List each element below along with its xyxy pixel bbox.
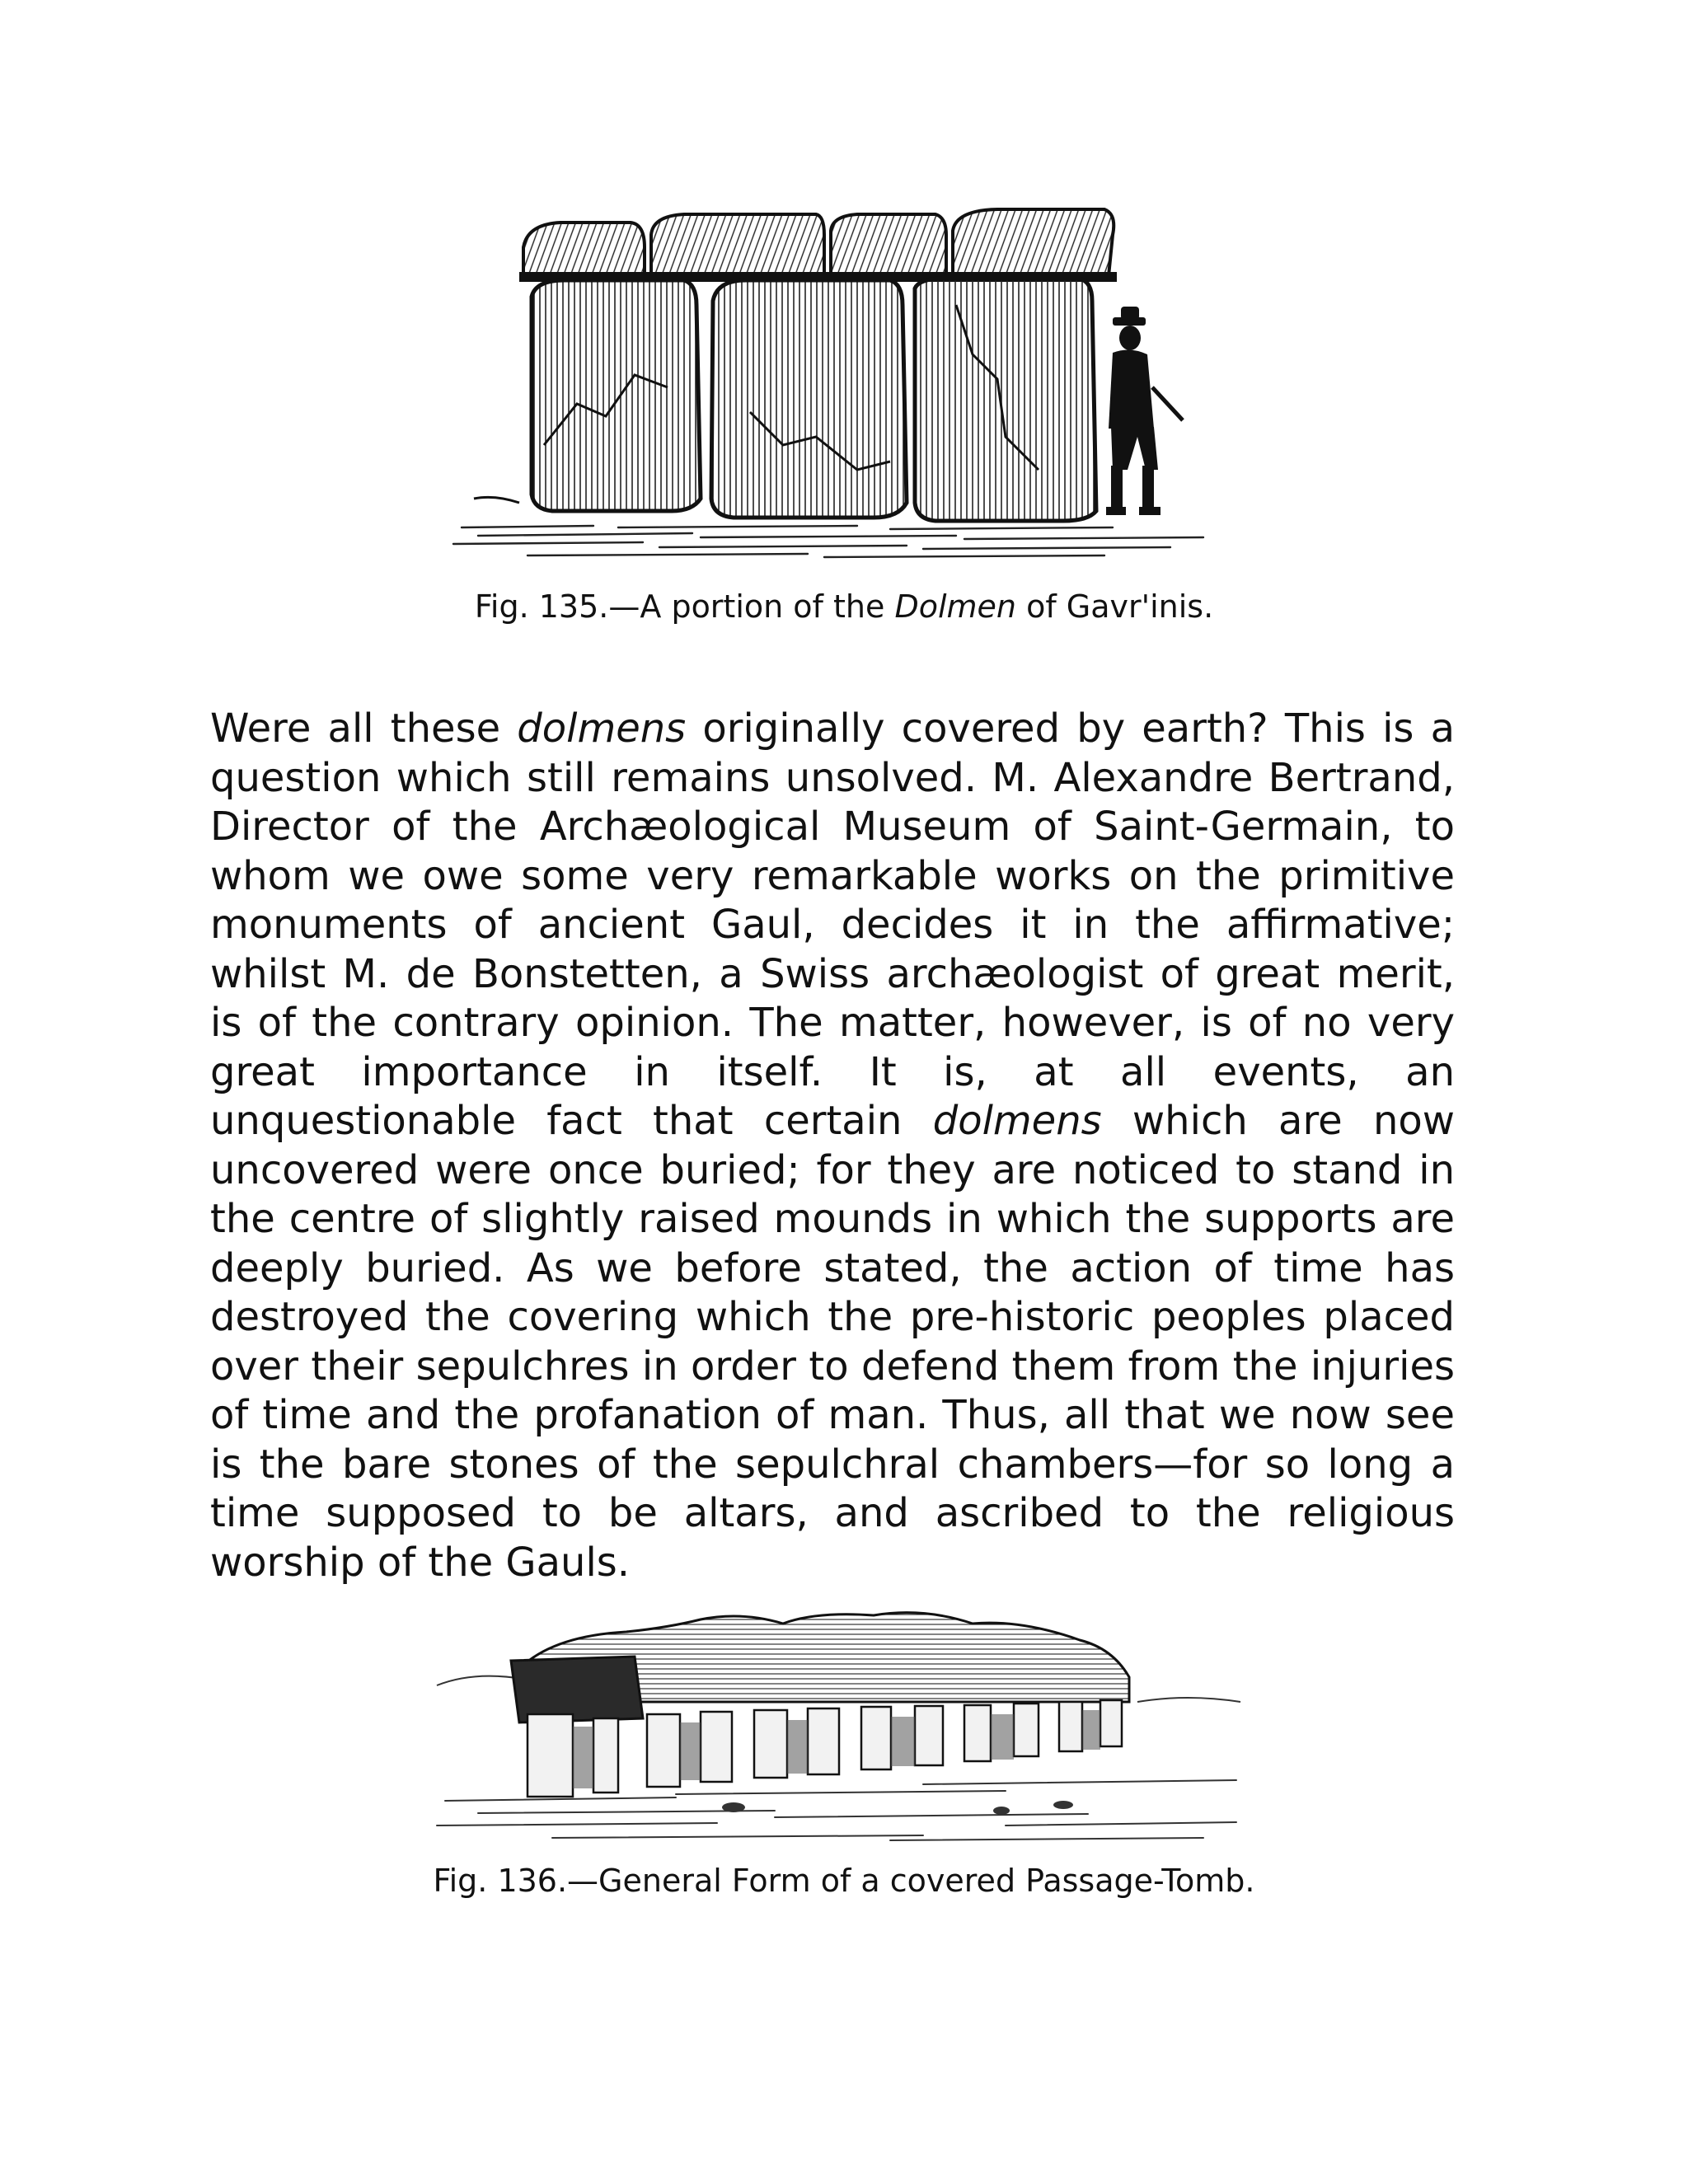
figure-135-caption: Fig. 135.—A portion of the Dolmen of Gavr'inis. bbox=[474, 588, 1214, 625]
body-paragraph: Were all these dolmens originally covered by earth? This is a question which still remains unsolved. M. Alexandre Bertrand, Director of the Archæological Museum of Saint-Germain, to whom we owe some very remarkable works on the primitive monuments of ancient Gaul, decides it in the affirmative; whilst M. de Bonstetten, a Swiss archæologist of great merit, is of the contrary opinion. The matter, however, is of no very great importance in itself. It is, at all events, an unquestionable fact that certain dolmens which are now uncovered were once buried; for they are noticed to stand in the centre of slightly raised mounds in which the supports are deeply buried. As we before stated, the action of time has destroyed the covering which the pre-historic peoples placed over their sepulchres in order to defend them from the injuries of time and the profanation of man. Thus, all that we now see is the bare stones of the sepulchral chambers—for so long a time supposed to be altars, and ascribed to the religious worship of the Gauls. bbox=[210, 705, 1456, 1586]
passage-tomb-illustration bbox=[429, 1578, 1245, 1858]
figure-136-caption: Fig. 136.—General Form of a covered Passage-Tomb. bbox=[433, 1863, 1255, 1899]
